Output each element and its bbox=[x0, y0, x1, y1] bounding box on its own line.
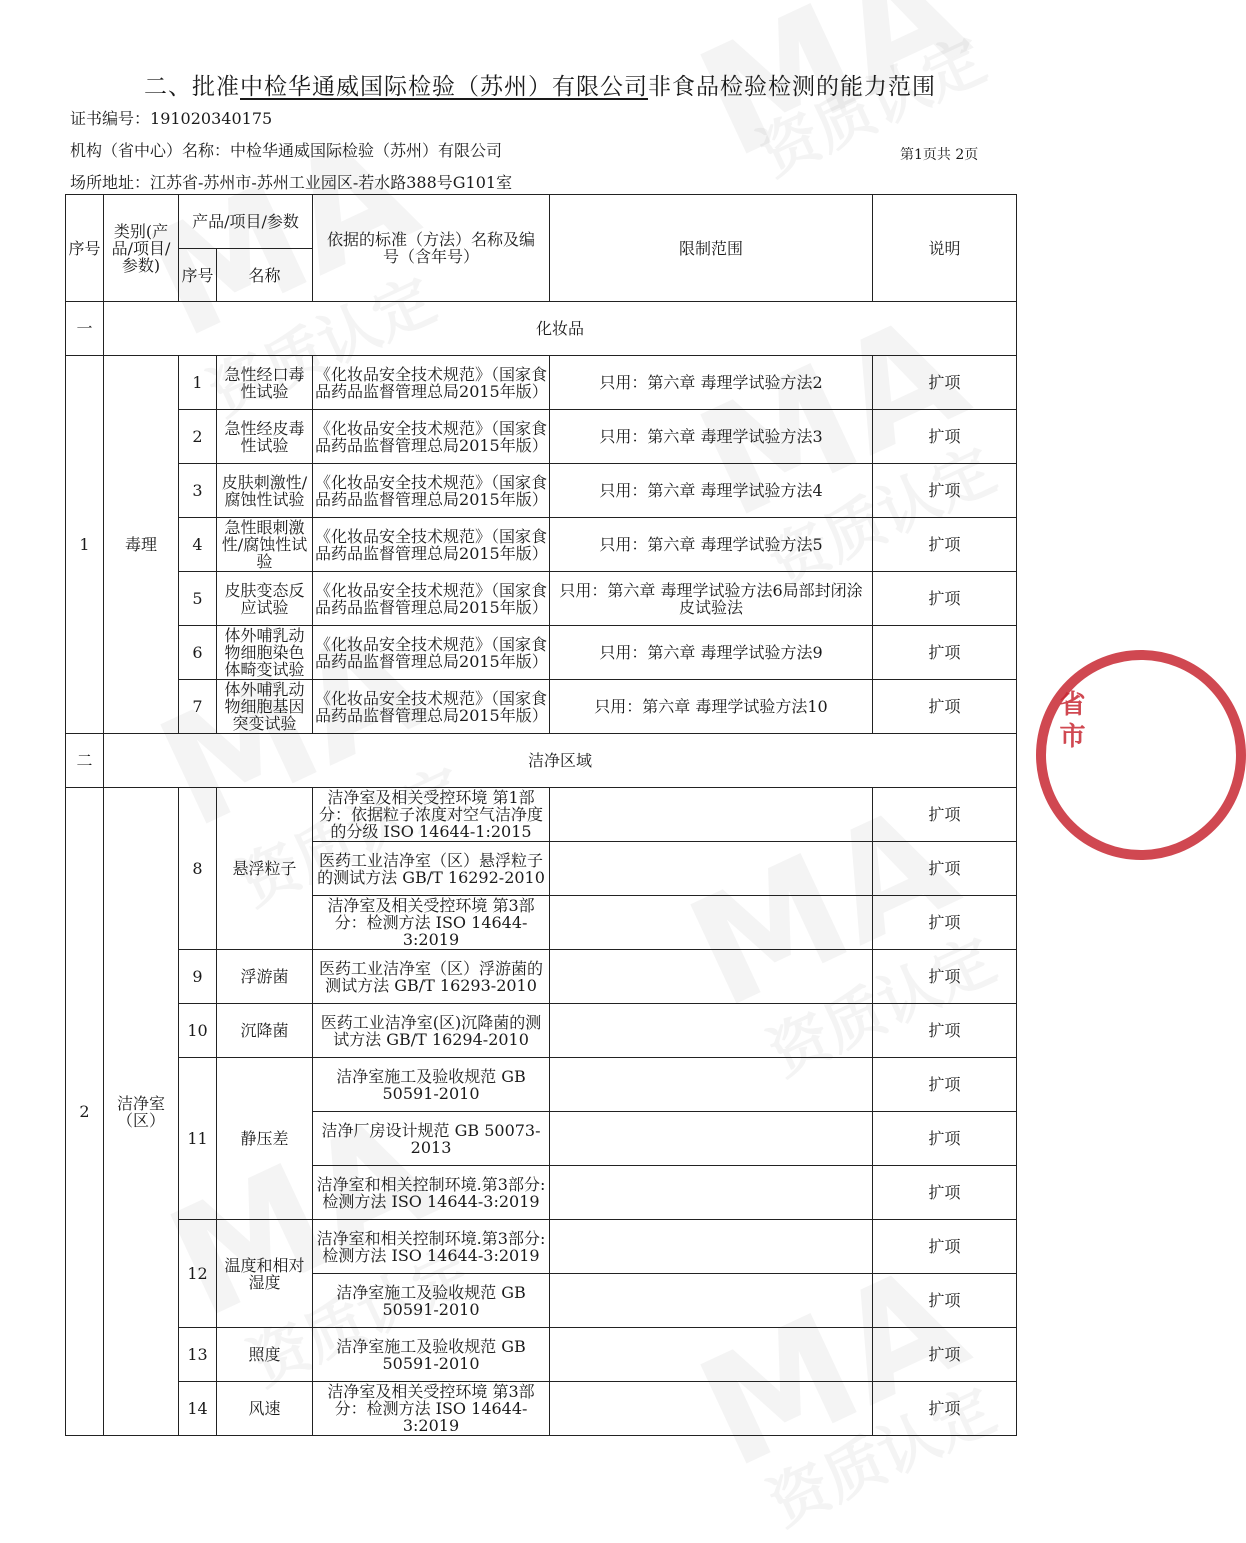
item-standard: 《化妆品安全技术规范》（国家食品药品监督管理总局2015年版） bbox=[313, 626, 550, 680]
item-no: 10 bbox=[179, 1004, 217, 1058]
item-limit bbox=[550, 1328, 873, 1382]
item-limit: 只用：第六章 毒理学试验方法9 bbox=[550, 626, 873, 680]
item-standard: 《化妆品安全技术规范》（国家食品药品监督管理总局2015年版） bbox=[313, 464, 550, 518]
cert-label: 证书编号： bbox=[70, 109, 151, 128]
item-limit bbox=[550, 1004, 873, 1058]
item-standard: 洁净室施工及验收规范 GB 50591-2010 bbox=[313, 1274, 550, 1328]
table-row bbox=[66, 1382, 1017, 1436]
item-note: 扩项 bbox=[873, 518, 1017, 572]
group-category: 毒理 bbox=[104, 356, 179, 734]
table-row bbox=[66, 1328, 1017, 1382]
item-name: 皮肤刺激性/腐蚀性试验 bbox=[217, 464, 313, 518]
table-row bbox=[66, 788, 1017, 842]
item-no: 9 bbox=[179, 950, 217, 1004]
address-value: 江苏省-苏州市-苏州工业园区-若水路388号G101室 bbox=[150, 173, 513, 192]
header-note: 说明 bbox=[873, 195, 1017, 302]
item-standard: 《化妆品安全技术规范》（国家食品药品监督管理总局2015年版） bbox=[313, 518, 550, 572]
item-limit: 只用：第六章 毒理学试验方法3 bbox=[550, 410, 873, 464]
item-name: 急性眼刺激性/腐蚀性试验 bbox=[217, 518, 313, 572]
item-no: 1 bbox=[179, 356, 217, 410]
item-name: 沉降菌 bbox=[217, 1004, 313, 1058]
item-limit bbox=[550, 1112, 873, 1166]
item-name: 浮游菌 bbox=[217, 950, 313, 1004]
item-note: 扩项 bbox=[873, 1166, 1017, 1220]
table-row bbox=[66, 356, 1017, 410]
item-name: 急性经口毒性试验 bbox=[217, 356, 313, 410]
item-note: 扩项 bbox=[873, 1220, 1017, 1274]
certificate-number bbox=[70, 106, 272, 129]
item-standard: 医药工业洁净室（区）浮游菌的测试方法 GB/T 16293-2010 bbox=[313, 950, 550, 1004]
table-row bbox=[66, 626, 1017, 680]
item-no: 3 bbox=[179, 464, 217, 518]
section-row bbox=[66, 302, 1017, 356]
item-note: 扩项 bbox=[873, 1058, 1017, 1112]
section-row bbox=[66, 734, 1017, 788]
item-standard: 《化妆品安全技术规范》（国家食品药品监督管理总局2015年版） bbox=[313, 410, 550, 464]
item-limit: 只用：第六章 毒理学试验方法2 bbox=[550, 356, 873, 410]
item-standard: 《化妆品安全技术规范》（国家食品药品监督管理总局2015年版） bbox=[313, 572, 550, 626]
item-no: 13 bbox=[179, 1328, 217, 1382]
item-standard: 洁净室施工及验收规范 GB 50591-2010 bbox=[313, 1058, 550, 1112]
item-standard: 洁净厂房设计规范 GB 50073-2013 bbox=[313, 1112, 550, 1166]
org-value: 中检华通威国际检验（苏州）有限公司 bbox=[230, 141, 503, 160]
item-limit: 只用：第六章 毒理学试验方法5 bbox=[550, 518, 873, 572]
item-note: 扩项 bbox=[873, 680, 1017, 734]
item-limit bbox=[550, 1220, 873, 1274]
header-sub-seq: 序号 bbox=[179, 249, 217, 302]
item-name: 温度和相对湿度 bbox=[217, 1220, 313, 1328]
item-note: 扩项 bbox=[873, 788, 1017, 842]
item-note: 扩项 bbox=[873, 950, 1017, 1004]
item-name: 静压差 bbox=[217, 1058, 313, 1220]
item-name: 体外哺乳动物细胞染色体畸变试验 bbox=[217, 626, 313, 680]
item-standard: 洁净室施工及验收规范 GB 50591-2010 bbox=[313, 1328, 550, 1382]
item-note: 扩项 bbox=[873, 410, 1017, 464]
page-title bbox=[0, 68, 1080, 101]
organization-name bbox=[70, 138, 502, 161]
table-row bbox=[66, 464, 1017, 518]
item-no: 5 bbox=[179, 572, 217, 626]
item-note: 扩项 bbox=[873, 1274, 1017, 1328]
header-product-group: 产品/项目/参数 bbox=[179, 195, 313, 249]
item-limit: 只用：第六章 毒理学试验方法4 bbox=[550, 464, 873, 518]
item-note: 扩项 bbox=[873, 356, 1017, 410]
table-row bbox=[66, 1004, 1017, 1058]
item-limit bbox=[550, 1382, 873, 1436]
item-standard: 洁净室和相关控制环境.第3部分:检测方法 ISO 14644-3:2019 bbox=[313, 1166, 550, 1220]
title-suffix: 非食品检验检测的能力范围 bbox=[648, 74, 936, 100]
site-address bbox=[70, 170, 512, 193]
table-row bbox=[66, 1220, 1017, 1274]
header-limit: 限制范围 bbox=[550, 195, 873, 302]
item-limit bbox=[550, 1058, 873, 1112]
item-note: 扩项 bbox=[873, 464, 1017, 518]
official-seal-text: 省市 bbox=[1055, 690, 1085, 754]
header-name: 名称 bbox=[217, 249, 313, 302]
item-limit bbox=[550, 950, 873, 1004]
item-note: 扩项 bbox=[873, 1004, 1017, 1058]
item-name: 风速 bbox=[217, 1382, 313, 1436]
header-category: 类别(产品/项目/参数) bbox=[104, 195, 179, 302]
table-row bbox=[66, 1058, 1017, 1112]
item-name: 照度 bbox=[217, 1328, 313, 1382]
item-limit bbox=[550, 896, 873, 950]
section-name: 化妆品 bbox=[104, 302, 1017, 356]
item-standard: 洁净室和相关控制环境.第3部分:检测方法 ISO 14644-3:2019 bbox=[313, 1220, 550, 1274]
item-no: 12 bbox=[179, 1220, 217, 1328]
item-no: 14 bbox=[179, 1382, 217, 1436]
table-header-row bbox=[66, 195, 1017, 249]
table-row bbox=[66, 572, 1017, 626]
title-prefix: 二、批准 bbox=[144, 74, 240, 100]
item-note: 扩项 bbox=[873, 1382, 1017, 1436]
item-no: 6 bbox=[179, 626, 217, 680]
watermark-text bbox=[743, 13, 997, 192]
item-note: 扩项 bbox=[873, 842, 1017, 896]
item-no: 8 bbox=[179, 788, 217, 950]
item-standard: 洁净室及相关受控环境 第3部分：检测方法 ISO 14644-3:2019 bbox=[313, 1382, 550, 1436]
section-seq: 一 bbox=[66, 302, 104, 356]
table-row bbox=[66, 680, 1017, 734]
cert-value: 191020340175 bbox=[150, 109, 273, 128]
table-row bbox=[66, 518, 1017, 572]
item-standard: 医药工业洁净室（区）悬浮粒子的测试方法 GB/T 16292-2010 bbox=[313, 842, 550, 896]
item-no: 2 bbox=[179, 410, 217, 464]
group-seq: 2 bbox=[66, 788, 104, 1436]
capability-table bbox=[65, 194, 1017, 1436]
section-seq: 二 bbox=[66, 734, 104, 788]
title-org: 中检华通威国际检验（苏州）有限公司 bbox=[240, 74, 648, 100]
group-category: 洁净室（区） bbox=[104, 788, 179, 1436]
item-no: 11 bbox=[179, 1058, 217, 1220]
header-seq: 序号 bbox=[66, 195, 104, 302]
item-no: 7 bbox=[179, 680, 217, 734]
item-note: 扩项 bbox=[873, 896, 1017, 950]
item-note: 扩项 bbox=[873, 1328, 1017, 1382]
item-note: 扩项 bbox=[873, 1112, 1017, 1166]
item-name: 体外哺乳动物细胞基因突变试验 bbox=[217, 680, 313, 734]
item-name: 急性经皮毒性试验 bbox=[217, 410, 313, 464]
item-limit: 只用：第六章 毒理学试验方法6局部封闭涂皮试验法 bbox=[550, 572, 873, 626]
item-standard: 洁净室及相关受控环境 第1部分：依据粒子浓度对空气洁净度的分级 ISO 14644-1:2015 bbox=[313, 788, 550, 842]
item-name: 皮肤变态反应试验 bbox=[217, 572, 313, 626]
org-label: 机构（省中心）名称： bbox=[70, 141, 231, 160]
item-standard: 洁净室及相关受控环境 第3部分：检测方法 ISO 14644-3:2019 bbox=[313, 896, 550, 950]
item-note: 扩项 bbox=[873, 626, 1017, 680]
address-label: 场所地址： bbox=[70, 173, 151, 192]
item-standard: 《化妆品安全技术规范》（国家食品药品监督管理总局2015年版） bbox=[313, 356, 550, 410]
item-standard: 医药工业洁净室(区)沉降菌的测试方法 GB/T 16294-2010 bbox=[313, 1004, 550, 1058]
item-limit bbox=[550, 1166, 873, 1220]
table-row bbox=[66, 410, 1017, 464]
header-standard: 依据的标准（方法）名称及编号（含年号） bbox=[313, 195, 550, 302]
section-name: 洁净区域 bbox=[104, 734, 1017, 788]
official-seal bbox=[1036, 650, 1246, 860]
item-no: 4 bbox=[179, 518, 217, 572]
item-limit bbox=[550, 1274, 873, 1328]
item-standard: 《化妆品安全技术规范》（国家食品药品监督管理总局2015年版） bbox=[313, 680, 550, 734]
group-seq: 1 bbox=[66, 356, 104, 734]
item-note: 扩项 bbox=[873, 572, 1017, 626]
table-row bbox=[66, 950, 1017, 1004]
page-number: 第1页共 2页 bbox=[900, 147, 979, 163]
item-limit bbox=[550, 842, 873, 896]
item-name: 悬浮粒子 bbox=[217, 788, 313, 950]
item-limit: 只用：第六章 毒理学试验方法10 bbox=[550, 680, 873, 734]
item-limit bbox=[550, 788, 873, 842]
